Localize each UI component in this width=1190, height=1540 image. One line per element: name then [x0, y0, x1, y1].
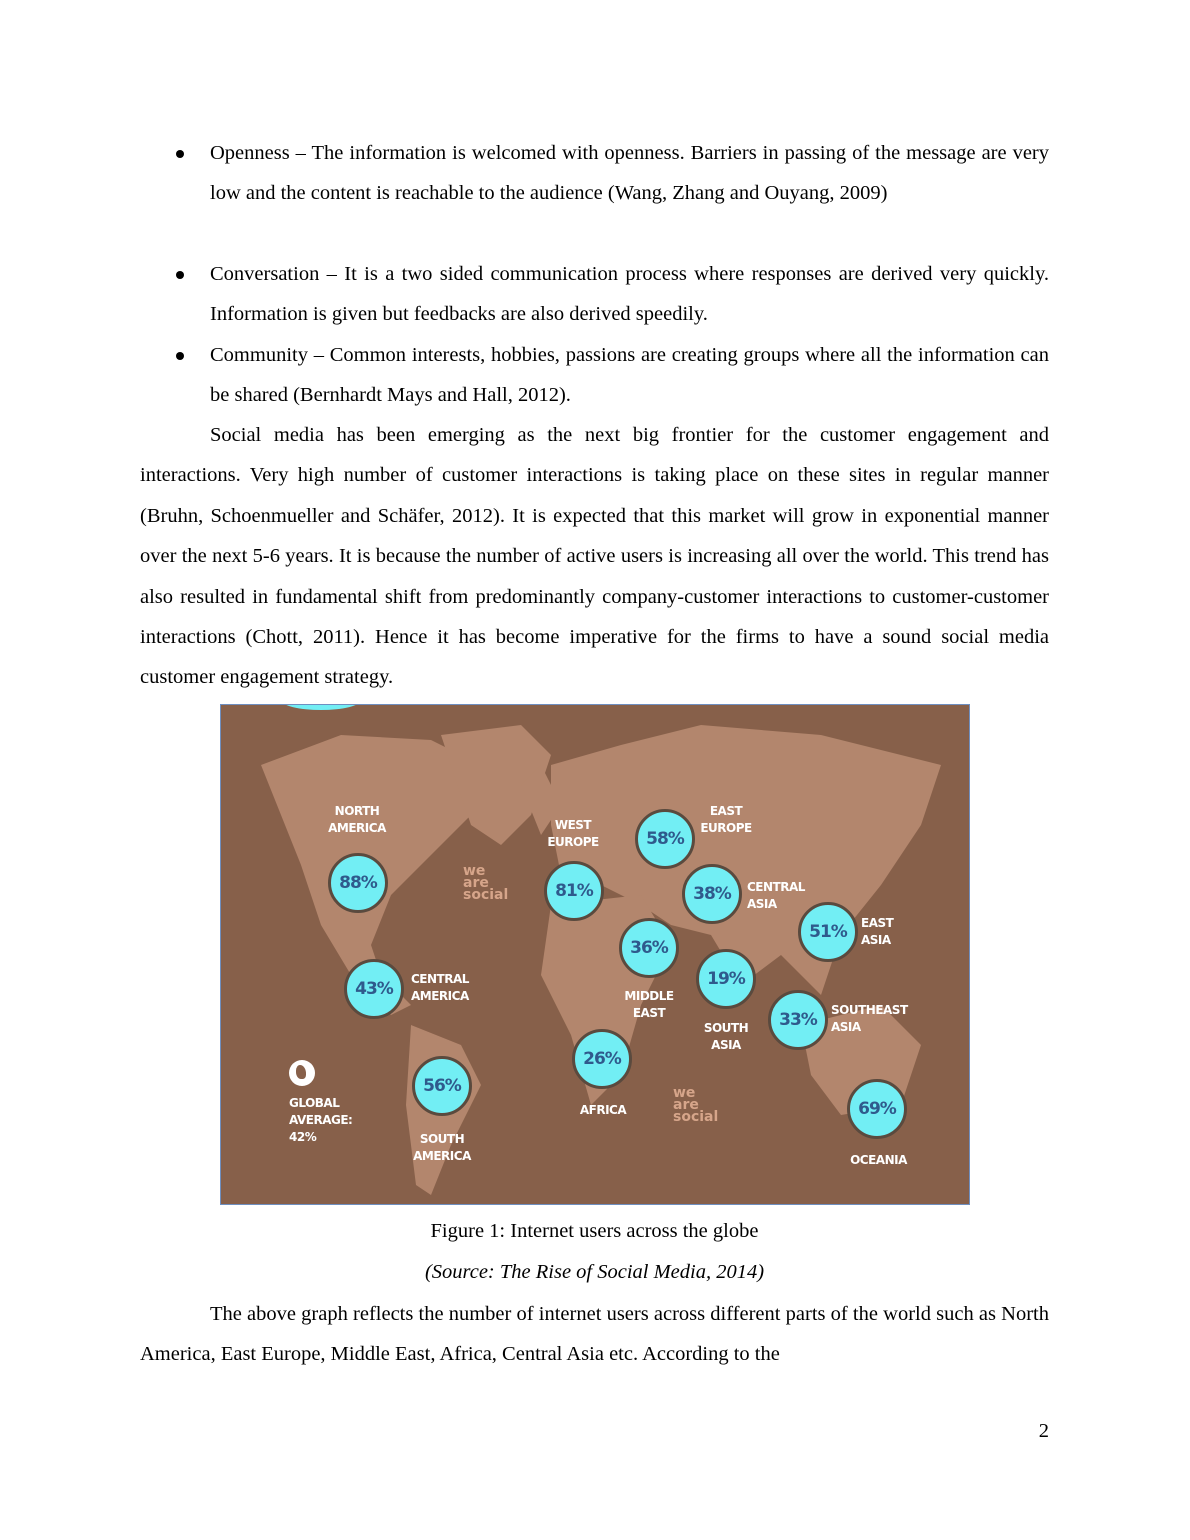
bubble-oceania: 69% — [847, 1079, 907, 1139]
label-south-asia: SOUTH ASIA — [703, 1021, 749, 1052]
label-southeast-asia: SOUTHEAST ASIA — [831, 1003, 908, 1034]
paragraph-social-media — [140, 415, 1049, 698]
label-oceania: OCEANIA — [850, 1153, 907, 1167]
bullet-icon — [176, 352, 184, 360]
paragraph-text: The above graph reflects the number of internet users across different parts of the world such as North America, East Europe, Middle East, Africa, Central Asia etc. According to the — [140, 1303, 1049, 1366]
bullet-community: Community – Common interests, hobbies, passions are creating groups where all the information can be shared (Bernhardt Mays and Hall, 2012). — [210, 344, 1049, 407]
label-south-america: SOUTH AMERICA — [413, 1132, 471, 1163]
label-west-europe: WEST EUROPE — [547, 818, 599, 849]
label-east-asia: EAST ASIA — [861, 916, 894, 947]
label-africa: AFRICA — [579, 1103, 627, 1117]
bullet-conversation: Conversation – It is a two sided communication process where responses are derived very quickly. Information is given but feedbacks are also derived speedily. — [210, 263, 1049, 326]
label-middle-east: MIDDLE EAST — [624, 989, 674, 1020]
paragraph-text: Social media has been emerging as the next big frontier for the customer engagement and interactions. Very high number of customer interactions is taking place on these sites in regular manner (Bruhn, Schoenmueller and Schäfer, 2012). It is expected that this market will grow in exponential manner over the next 5-6 years. It is because the number of active users is increasing all over the world. This trend has also resulted in fundamental shift from predominantly company-customer interactions to customer-customer interactions (Chott, 2011). Hence it has become imperative for the firms to have a sound social media customer engagement strategy. — [140, 424, 1049, 689]
world-internet-map — [220, 704, 970, 1205]
bubble-middle-east: 36% — [619, 918, 679, 978]
bubble-east-europe: 58% — [635, 809, 695, 869]
label-central-america: CENTRAL AMERICA — [411, 972, 469, 1003]
bubble-south-america: 56% — [412, 1056, 472, 1116]
figure-source: (Source: The Rise of Social Media, 2014) — [424, 1261, 765, 1283]
bullet-icon — [176, 150, 184, 158]
label-east-europe: EAST EUROPE — [700, 804, 752, 835]
global-average-label: GLOBAL AVERAGE: 42% — [289, 1096, 353, 1144]
watermark-logo: we are social — [673, 1085, 719, 1125]
bullet-icon — [176, 271, 184, 279]
bubble-south-asia: 19% — [696, 949, 756, 1009]
bubble-north-america: 88% — [328, 853, 388, 913]
label-north-america: NORTH AMERICA — [328, 804, 386, 835]
bullet-openness: Openness – The information is welcomed with openness. Barriers in passing of the message are very low and the content is reachable to the audience (Wang, Zhang and Ouyang, 2009) — [210, 142, 1049, 205]
globe-icon — [289, 1060, 315, 1086]
bubble-west-europe: 81% — [544, 861, 604, 921]
bubble-southeast-asia: 33% — [768, 990, 828, 1050]
bubble-east-asia: 51% — [798, 902, 858, 962]
bubble-central-asia: 38% — [682, 864, 742, 924]
watermark-logo: we are social — [463, 863, 509, 903]
page-number: 2 — [1038, 1420, 1049, 1442]
paragraph-graph-description — [140, 1294, 1049, 1375]
label-central-asia: CENTRAL ASIA — [747, 880, 805, 911]
bubble-central-america: 43% — [344, 959, 404, 1019]
figure-caption: Figure 1: Internet users across the globe — [430, 1220, 759, 1242]
bubble-africa: 26% — [572, 1029, 632, 1089]
